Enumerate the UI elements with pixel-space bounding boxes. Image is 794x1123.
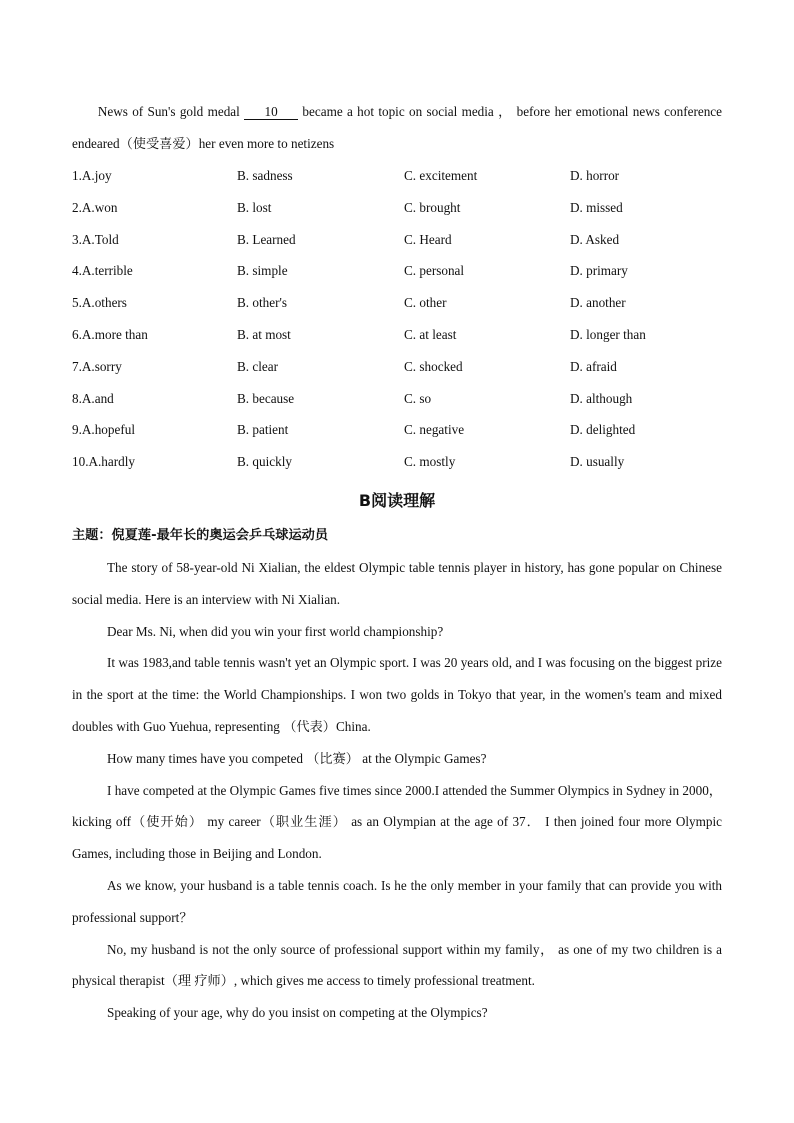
option-row [72,446,732,478]
option-row [72,351,732,383]
option-c: C. mostly [404,454,456,470]
option-c: C. shocked [404,358,463,374]
section-title: B阅读理解 [358,491,436,510]
option-c: C. excitement [404,168,478,183]
option-a: 6.A.more than [72,326,148,342]
option-d: D. usually [570,454,625,470]
interview-text [72,552,722,1029]
passage-ending [72,96,722,160]
option-d: D. afraid [570,358,617,374]
option-b: B. clear [237,358,279,374]
option-c: C. personal [404,263,465,279]
option-b: B. lost [237,199,272,215]
option-a: 8.A.and [72,390,114,406]
option-b: B. quickly [237,454,292,470]
option-c: C. so [404,390,432,406]
option-row [72,192,732,224]
option-c: C. other [404,295,447,311]
paragraph: It was 1983,and table tennis wasn't yet an Olympic sport. I was 20 years old, and I was focusing on the biggest prize in the sport at the time: the World Championships. I won two golds in Tokyo that year, in the women's team and mixed doubles with Guo Yuehua, representing （代表）China. [72,655,722,734]
option-a: 1.A.joy [72,168,112,183]
option-row [72,255,732,287]
paragraph: I have competed at the Olympic Games five times since 2000.I attended the Summer Olympics in Sydney in 2000， kicking off（使开始） my career（职业生涯） as an Olympian at the age of 37． I then joined four more Olympic Games, including those in Beijing and London. [72,782,722,862]
option-c: C. at least [404,326,457,342]
option-d: D. although [570,390,633,406]
option-b: B. patient [237,422,289,438]
option-row [72,287,732,319]
option-d: D. primary [570,263,628,279]
option-b: B. other's [237,295,287,311]
option-c: C. Heard [404,231,452,247]
option-row [72,414,732,446]
option-d: D. another [570,295,626,311]
paragraph: The story of 58-year-old Ni Xialian, the eldest Olympic table tennis player in history, has gone popular on Chinese social media. Here is an interview with Ni Xialian. [72,560,722,607]
blank-10: 10 [244,104,298,120]
paragraph: As we know, your husband is a table tennis coach. Is he the only member in your family that can provide you with professional support？ [72,877,722,925]
option-a: 5.A.others [72,295,127,311]
option-b: B. sadness [237,168,293,183]
option-a: 10.A.hardly [72,454,135,470]
option-c: C. negative [404,422,465,438]
option-a: 3.A.Told [72,231,119,247]
option-b: B. simple [237,263,288,279]
option-a: 2.A.won [72,199,118,215]
option-b: B. because [237,390,295,406]
option-d: D. delighted [570,422,636,438]
paragraph: Speaking of your age, why do you insist on competing at the Olympics? [107,1005,488,1021]
option-d: D. horror [570,168,620,183]
option-row [72,319,732,351]
option-d: D. missed [570,199,623,215]
option-row [72,383,732,415]
option-d: D. longer than [570,326,646,342]
paragraph: No, my husband is not the only source of professional support within my family， as one of my two children is a physical therapist（理 疗师）, which gives me access to timely professional treatment. [72,941,722,989]
option-row [72,160,732,192]
option-a: 4.A.terrible [72,263,133,279]
passage-text-before: News of Sun's gold medal [97,104,245,119]
paragraph: Dear Ms. Ni, when did you win your first world championship? [107,623,444,639]
option-row [72,224,732,256]
option-c: C. brought [404,199,461,215]
option-d: D. Asked [570,231,620,247]
option-a: 7.A.sorry [72,358,122,374]
answer-options [72,160,732,478]
passage-text-after: became a hot topic on social media ， before her emotional news conference endeared（使受喜爱）her even more to netizens [72,104,723,151]
option-a: 9.A.hopeful [72,422,135,438]
paragraph: How many times have you competed （比赛） at the Olympic Games? [107,750,487,766]
topic-line: 主题：倪夏莲-最年长的奥运会乒乓球运动员 [72,528,329,543]
option-b: B. Learned [237,231,296,247]
option-b: B. at most [237,326,291,342]
